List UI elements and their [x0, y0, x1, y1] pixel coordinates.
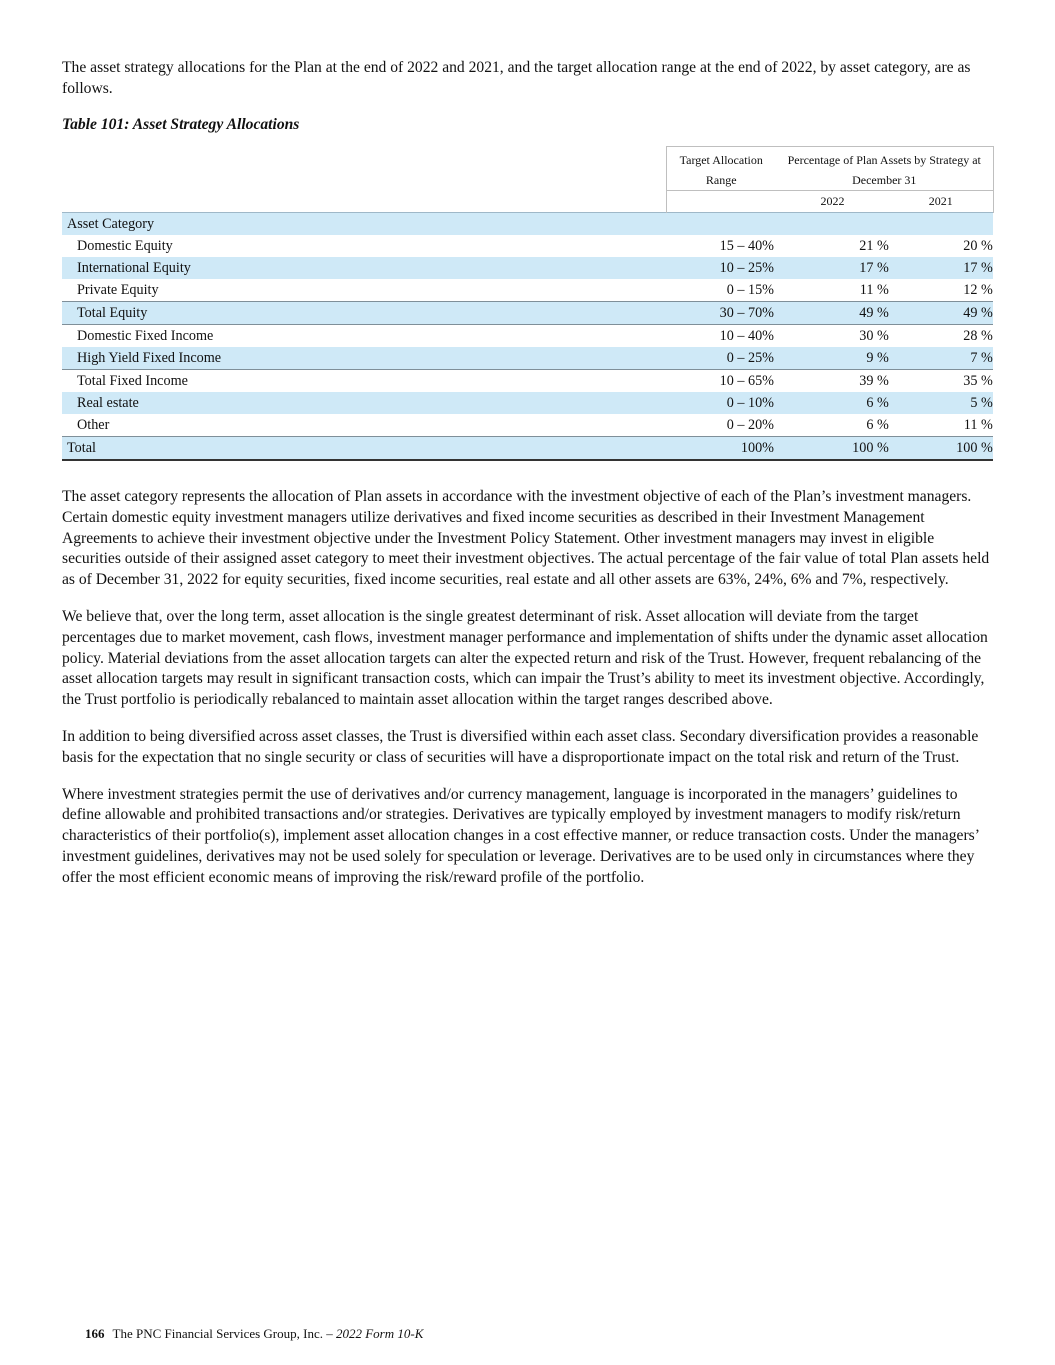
percentage-cell-2021 — [889, 302, 993, 325]
header-percentage: Percentage of Plan Assets by Strategy at December 31 — [776, 146, 993, 190]
percent-sign: % — [981, 395, 993, 412]
table-row — [62, 279, 993, 302]
row-label: High Yield Fixed Income — [62, 347, 666, 370]
percent-sign: % — [981, 350, 993, 367]
target-range-cell: 0 – 20% — [726, 417, 774, 434]
percentage-value: 39 — [859, 373, 874, 390]
percentage-cell-2021 — [889, 325, 993, 348]
header-target-range: Target Allocation Range — [666, 146, 776, 190]
target-range-cell: 10 – 25% — [666, 257, 776, 279]
percent-sign: % — [877, 282, 889, 299]
percentage-value: 5 — [970, 395, 978, 412]
percent-sign: % — [981, 417, 993, 434]
row-label: Other — [77, 417, 110, 434]
percentage-cell-2022 — [776, 437, 889, 461]
footer-company: The PNC Financial Services Group, Inc. – — [112, 1326, 333, 1341]
percent-sign: % — [877, 350, 889, 367]
page-footer — [85, 1326, 423, 1342]
paragraph: We believe that, over the long term, asset allocation is the single greatest determinant of risk. Asset allocation will deviate from the target percentages due to market movement, cash flows, investment manager performance and implementation of shifts under the dynamic asset allocation policy. Material deviations from the asset allocation targets can alter the expected return and risk of the Trust. However, frequent rebalancing of the asset allocation targets may result in significant transaction costs, which can impair the Trust’s ability to meet its investment objective. Accordingly, the Trust portfolio is periodically rebalanced to maintain asset allocation within the target ranges described above. — [62, 608, 988, 709]
paragraph: In addition to being diversified across asset classes, the Trust is diversified within each asset class. Secondary diversification provides a reasonable basis for the expectation that no single security or class of securities will have a disproportionate impact on the total risk and return of the Trust. — [62, 728, 979, 766]
percentage-value: 7 — [970, 350, 978, 367]
percentage-value: 35 — [963, 373, 978, 390]
paragraph: Where investment strategies permit the use of derivatives and/or currency management, language is incorporated in the managers’ guidelines to define allowable and prohibited transactions and/or strategies. Derivatives are typically employed by investment managers to modify risk/return characteristics of their portfolio(s), implement asset allocation changes in a cost effective manner, or reduce transaction costs. Under the managers’ investment guidelines, derivatives may not be used solely for speculation or leverage. Derivatives are to be used only in circumstances where they offer the most efficient economic means of improving the risk/reward profile of the portfolio. — [62, 785, 979, 886]
percentage-cell-2022 — [776, 302, 889, 325]
row-label: International Equity — [62, 257, 666, 279]
percentage-cell-2021 — [889, 257, 993, 279]
percentage-value: 49 — [859, 305, 874, 322]
row-label: Real estate — [62, 392, 666, 414]
percentage-value: 30 — [859, 328, 874, 345]
category-header-row — [62, 213, 993, 236]
target-range-cell: 0 – 25% — [666, 347, 776, 370]
percentage-cell-2022 — [776, 235, 889, 257]
percentage-cell-2021 — [889, 235, 993, 257]
table-year-row — [62, 190, 993, 213]
target-range-cell: 0 – 15% — [726, 282, 774, 299]
row-label: Total Equity — [62, 302, 666, 325]
percent-sign: % — [981, 282, 993, 299]
percent-sign: % — [877, 417, 889, 434]
percent-sign: % — [981, 305, 993, 322]
percentage-value: 17 — [859, 260, 874, 277]
percent-sign: % — [877, 328, 889, 345]
percentage-value: 11 — [859, 282, 874, 299]
percentage-cell-2021 — [889, 437, 993, 461]
target-range-cell: 0 – 10% — [666, 392, 776, 414]
percent-sign: % — [877, 238, 889, 255]
percent-sign: % — [877, 260, 889, 277]
table-row — [62, 302, 993, 325]
percentage-value: 12 — [963, 282, 978, 299]
percentage-cell-2022 — [776, 257, 889, 279]
row-label: Domestic Equity — [77, 238, 173, 255]
percent-sign: % — [877, 373, 889, 390]
percentage-cell-2022 — [776, 347, 889, 370]
paragraph: The asset category represents the allocation of Plan assets in accordance with the investment objective of each of the Plan’s investment managers. Certain domestic equity investment managers utilize derivatives and fixed income securities as described in their Investment Management Agreements to achieve their investment objective under the Investment Policy Statement. Other investment managers may invest in eligible securities outside of their assigned asset category to meet their investment objectives. The actual percentage of the fair value of total Plan assets held as of December 31, 2022 for equity securities, fixed income securities, real estate and all other assets are 63%, 24%, 6% and 7%, respectively. — [62, 488, 990, 589]
percentage-cell-2022 — [776, 392, 889, 414]
table-row — [62, 257, 993, 279]
header-year-2021: 2021 — [889, 190, 993, 213]
percent-sign: % — [981, 328, 993, 345]
row-label: Total — [62, 437, 666, 461]
table-row — [62, 370, 993, 393]
table-body — [62, 235, 993, 460]
intro-paragraph: The asset strategy allocations for the Plan at the end of 2022 and 2021, and the target allocation range at the end of 2022, by asset category, are as follows. — [62, 59, 971, 97]
percent-sign: % — [981, 238, 993, 255]
percentage-cell-2022 — [776, 414, 889, 437]
percentage-cell-2021 — [889, 392, 993, 414]
table-row — [62, 414, 993, 437]
asset-allocation-table — [62, 146, 994, 462]
target-range-cell: 30 – 70% — [666, 302, 776, 325]
percentage-cell-2021 — [889, 370, 993, 393]
percent-sign: % — [877, 305, 889, 322]
percent-sign: % — [877, 395, 889, 412]
percentage-value: 11 — [963, 417, 978, 434]
percentage-value: 100 — [956, 440, 978, 457]
percentage-value: 21 — [859, 238, 874, 255]
percentage-value: 17 — [963, 260, 978, 277]
percentage-value: 6 — [866, 417, 874, 434]
target-range-cell: 10 – 65% — [666, 370, 776, 393]
footer-form: 2022 Form 10-K — [335, 1326, 424, 1341]
target-range-cell: 100% — [666, 437, 776, 461]
table-row — [62, 325, 993, 348]
page-number: 166 — [85, 1326, 105, 1341]
table-row — [62, 392, 993, 414]
table-title: Table 101: Asset Strategy Allocations — [62, 115, 300, 133]
header-year-2022: 2022 — [820, 193, 845, 208]
percentage-value: 49 — [963, 305, 978, 322]
page-content — [62, 58, 993, 905]
percentage-cell-2021 — [889, 347, 993, 370]
table-header-row — [62, 146, 993, 190]
category-label: Asset Category — [62, 213, 666, 236]
percent-sign: % — [981, 373, 993, 390]
body-paragraphs — [62, 487, 993, 889]
table-row — [62, 235, 993, 257]
percent-sign: % — [877, 440, 889, 457]
percentage-value: 9 — [866, 350, 874, 367]
table-row — [62, 347, 993, 370]
percent-sign: % — [981, 440, 993, 457]
row-label: Domestic Fixed Income — [62, 325, 666, 348]
percentage-cell-2022 — [776, 370, 889, 393]
percentage-cell-2022 — [776, 279, 889, 302]
percentage-cell-2021 — [889, 279, 993, 302]
row-label: Private Equity — [77, 282, 159, 299]
percentage-cell-2022 — [776, 325, 889, 348]
percentage-value: 100 — [852, 440, 874, 457]
target-range-cell: 10 – 40% — [666, 325, 776, 348]
percent-sign: % — [981, 260, 993, 277]
percentage-cell-2021 — [889, 414, 993, 437]
table-row — [62, 437, 993, 461]
row-label: Total Fixed Income — [62, 370, 666, 393]
target-range-cell: 15 – 40% — [719, 238, 774, 255]
percentage-value: 28 — [963, 328, 978, 345]
percentage-value: 6 — [866, 395, 874, 412]
percentage-value: 20 — [963, 238, 978, 255]
